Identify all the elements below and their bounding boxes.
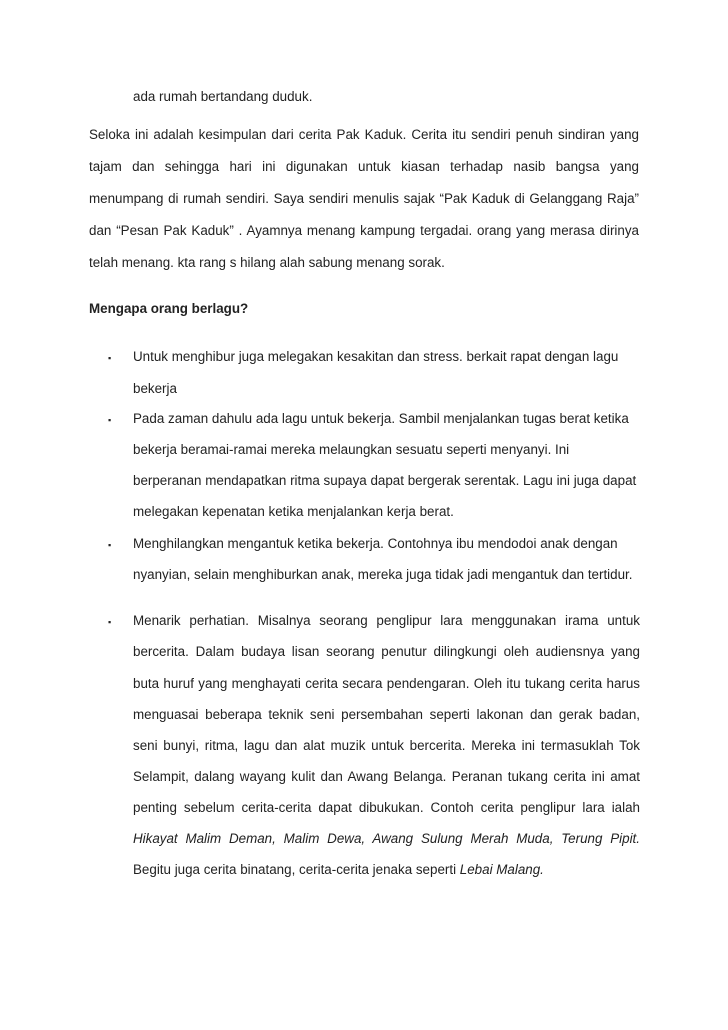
section-heading: Mengapa orang berlagu? [89,301,249,316]
bullet-marker: ▪ [108,353,112,363]
paragraph-line: tajam dan sehingga hari ini digunakan untuk kiasan terhadap nasib bangsa yang [89,159,639,174]
paragraph-line: Seloka ini adalah kesimpulan dari cerita Pak Kaduk. Cerita itu sendiri penuh sindiran yang [89,127,639,142]
intro-line: ada rumah bertandang duduk. [133,89,313,104]
paragraph-line: dan “Pesan Pak Kaduk” . Ayamnya menang kampung tergadai. orang yang merasa dirinya [89,223,639,238]
bullet-line: buta huruf yang menghayati cerita secara pendengaran. Oleh itu tukang cerita harus [133,676,640,691]
bullet-marker: ▪ [108,617,112,627]
bullet-line: Menghilangkan mengantuk ketika bekerja. Contohnya ibu mendodoi anak dengan [133,536,618,551]
bullet-line: berperanan mendapatkan ritma supaya dapat bergerak serentak. Lagu ini juga dapat [133,473,637,488]
bullet-line: melegakan kepenatan ketika menjalankan kerja berat. [133,504,454,519]
bullet-line: penting sebelum cerita-cerita dapat dibukukan. Contoh cerita penglipur lara ialah [133,800,640,815]
paragraph-line: telah menang. kta rang s hilang alah sabung menang sorak. [89,255,445,270]
bullet-italic-line: Hikayat Malim Deman, Malim Dewa, Awang Sulung Merah Muda, Terung Pipit. [133,831,640,846]
bullet-last-line-text: Begitu juga cerita binatang, cerita-cerita jenaka seperti [133,862,460,877]
bullet-line: bekerja beramai-ramai mereka melaungkan sesuatu seperti menyanyi. Ini [133,442,570,457]
bullet-line: seni bunyi, ritma, lagu dan alat muzik untuk bercerita. Mereka ini termasuklah Tok [133,738,640,753]
bullet-line: bercerita. Dalam budaya lisan seorang penutur dilingkungi oleh audiensnya yang [133,644,640,659]
bullet-line: Untuk menghibur juga melegakan kesakitan dan stress. berkait rapat dengan lagu [133,349,619,364]
bullet-line: Pada zaman dahulu ada lagu untuk bekerja. Sambil menjalankan tugas berat ketika [133,411,629,426]
bullet-line: Menarik perhatian. Misalnya seorang penglipur lara menggunakan irama untuk [133,613,640,628]
bullet-line: nyanyian, selain menghiburkan anak, mereka juga tidak jadi mengantuk dan tertidur. [133,567,633,582]
bullet-line: bekerja [133,381,177,396]
bullet-last-line-italic: Lebai Malang. [459,862,544,877]
bullet-marker: ▪ [108,540,112,550]
bullet-line: menguasai beberapa teknik seni persembahan seperti lakonan dan gerak badan, [133,707,640,722]
bullet-line: Selampit, dalang wayang kulit dan Awang Belanga. Peranan tukang cerita ini amat [133,769,640,784]
bullet-last-line [133,861,544,879]
bullet-marker: ▪ [108,415,112,425]
paragraph-line: menumpang di rumah sendiri. Saya sendiri menulis sajak “Pak Kaduk di Gelanggang Raja” [89,191,639,206]
